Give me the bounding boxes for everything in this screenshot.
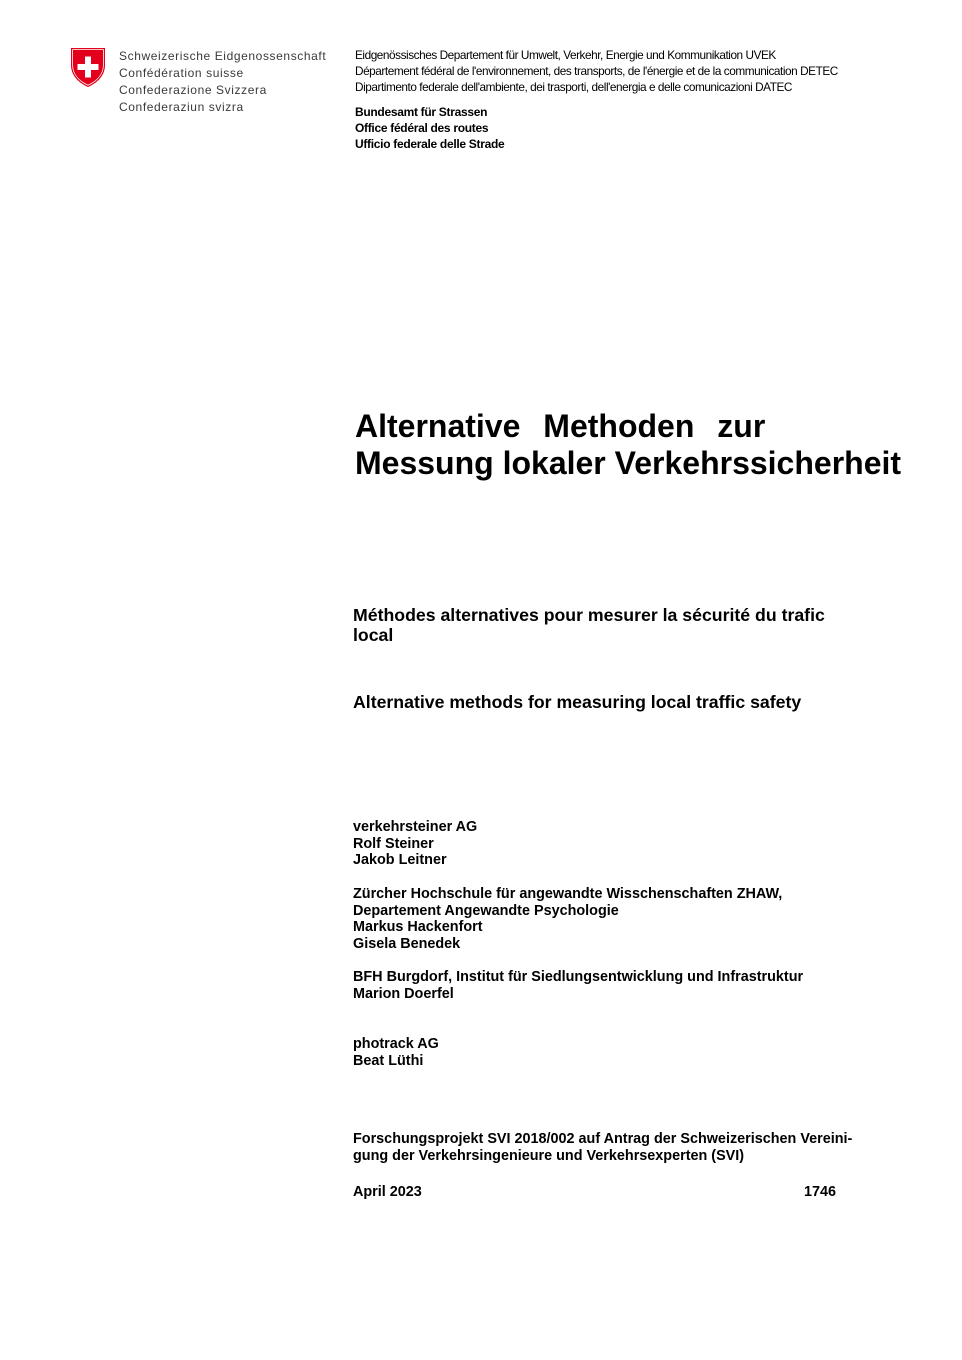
author-name: Gisela Benedek xyxy=(353,936,461,953)
subtitle-french-line-1: Méthodes alternatives pour mesurer la sécurité du trafic xyxy=(353,605,825,625)
project-statement xyxy=(353,1131,852,1164)
report-title xyxy=(355,408,901,482)
report-title-line-1: Alternative Methoden zur xyxy=(355,408,766,444)
author-org: photrack AG xyxy=(353,1036,439,1052)
author-org: BFH Burgdorf, Institut für Siedlungsentwicklung und Infrastruktur xyxy=(353,969,804,985)
author-group-bfh xyxy=(353,969,803,1002)
confederation-name-rm: Confederaziun svizra xyxy=(119,100,244,114)
author-org: Zürcher Hochschule für angewandte Wisschenschaften ZHAW, xyxy=(353,886,783,902)
subtitle-french-line-2: local xyxy=(353,625,394,645)
author-org: verkehrsteiner AG xyxy=(353,819,478,835)
office-line-fr: Office fédéral des routes xyxy=(355,121,489,135)
confederation-names xyxy=(119,48,326,116)
project-line-2: gung der Verkehrsingenieure und Verkehrsexperten (SVI) xyxy=(353,1147,745,1164)
confederation-name-de: Schweizerische Eidgenossenschaft xyxy=(119,49,327,63)
author-name: Jakob Leitner xyxy=(353,852,447,869)
department-line-it: Dipartimento federale dell'ambiente, dei trasporti, dell'energia e delle comunicazioni DATEC xyxy=(355,80,792,94)
office-block xyxy=(355,104,504,152)
author-group-verkehrsteiner xyxy=(353,819,477,869)
report-number: 1746 xyxy=(804,1184,837,1200)
subtitle-french xyxy=(353,605,825,645)
project-line-1: Forschungsprojekt SVI 2018/002 auf Antrag der Schweizerischen Vereini- xyxy=(353,1131,853,1147)
office-line-de: Bundesamt für Strassen xyxy=(355,105,488,119)
cross-horizontal xyxy=(78,64,99,70)
office-line-it: Ufficio federale delle Strade xyxy=(355,137,505,151)
author-name: Markus Hackenfort xyxy=(353,919,483,936)
subtitle-english xyxy=(353,692,801,712)
confederation-name-it: Confederazione Svizzera xyxy=(119,83,267,97)
subtitle-english-line: Alternative methods for measuring local traffic safety xyxy=(353,692,802,712)
publication-date: April 2023 xyxy=(353,1184,422,1200)
swiss-shield-icon xyxy=(70,47,106,88)
confederation-name-fr: Confédération suisse xyxy=(119,66,244,80)
author-group-photrack xyxy=(353,1036,439,1069)
report-title-line-2: Messung lokaler Verkehrssicherheit xyxy=(355,445,902,481)
department-line-de: Eidgenössisches Departement für Umwelt, Verkehr, Energie und Kommunikation UVEK xyxy=(355,48,776,62)
author-name: Rolf Steiner xyxy=(353,835,434,852)
department-block xyxy=(355,47,838,95)
author-group-zhaw xyxy=(353,886,782,953)
author-name: Marion Doerfel xyxy=(353,985,454,1002)
department-line-fr: Département fédéral de l'environnement, des transports, de l'énergie et de la communication DETEC xyxy=(355,64,838,78)
author-name: Beat Lüthi xyxy=(353,1052,424,1069)
author-department: Departement Angewandte Psychologie xyxy=(353,902,619,919)
